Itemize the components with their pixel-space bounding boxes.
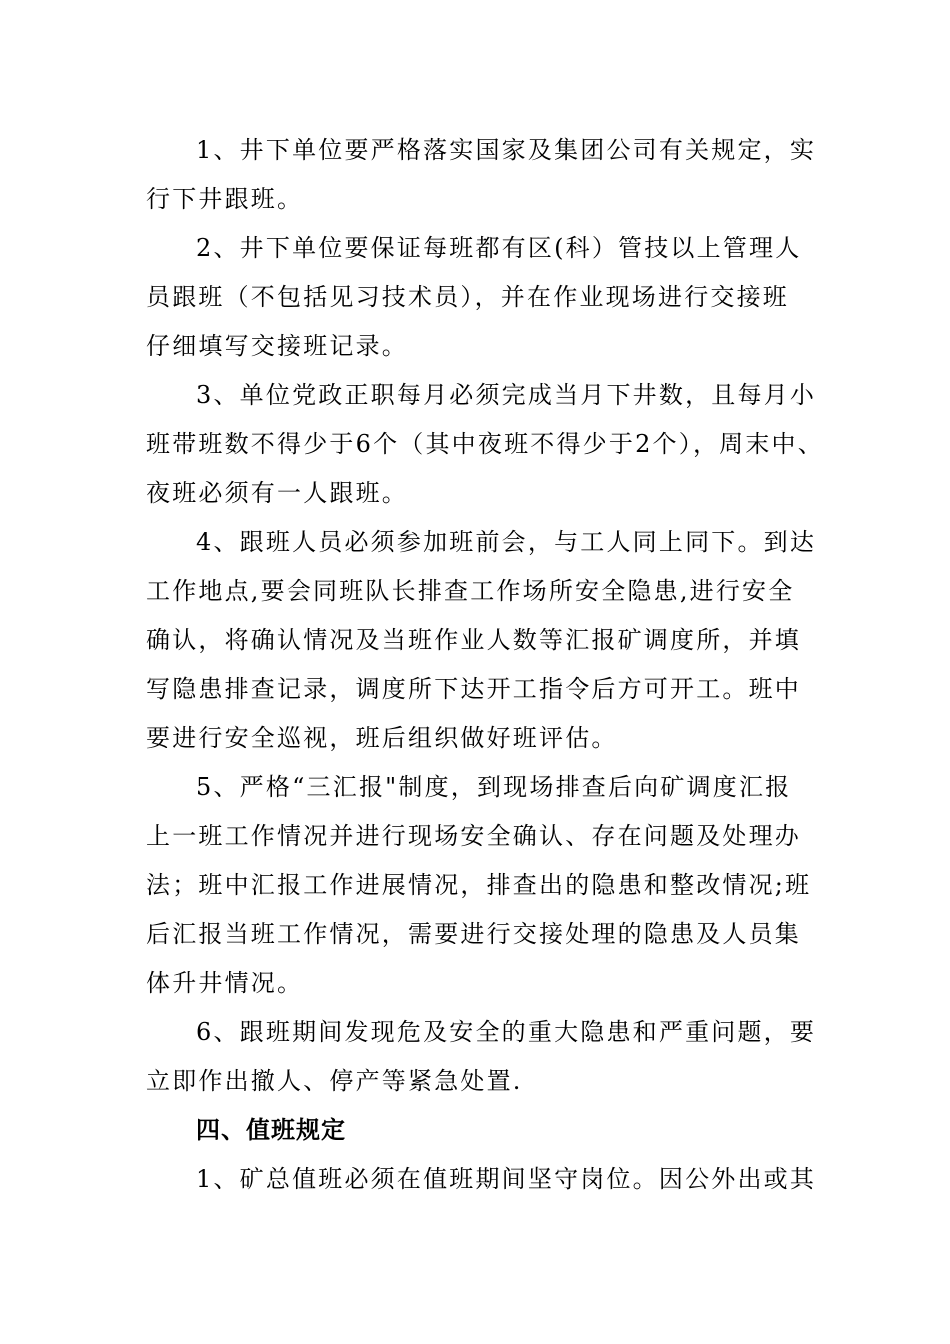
paragraph-6-line-2: 立即作出撤人、停产等紧急处置.: [146, 1067, 523, 1095]
paragraph-6-line-1: 6、跟班期间发现危及安全的重大隐患和严重问题，要: [196, 1018, 817, 1046]
paragraph-3-line-3: 夜班必须有一人跟班。: [146, 479, 408, 507]
paragraph-5-line-1: 5、严格“三汇报"制度，到现场排查后向矿调度汇报: [196, 773, 792, 801]
paragraph-5-line-2: 上一班工作情况并进行现场安全确认、存在问题及处理办: [146, 822, 801, 850]
section-heading: 四、值班规定: [196, 1116, 346, 1144]
paragraph-4-line-1: 4、跟班人员必须参加班前会，与工人同上同下。到达: [196, 528, 817, 556]
paragraph-1-line-1: 1、井下单位要严格落实国家及集团公司有关规定，实: [196, 136, 817, 164]
paragraph-1-line-2: 行下井跟班。: [146, 185, 304, 213]
paragraph-2-line-1: 2、井下单位要保证每班都有区(科）管技以上管理人: [196, 234, 802, 262]
paragraph-5-line-3: 法；班中汇报工作进展情况，排查出的隐患和整改情况;班: [146, 871, 812, 899]
paragraph-3-line-2: 班带班数不得少于6个（其中夜班不得少于2个），周末中、: [146, 430, 824, 458]
paragraph-7-line-1: 1、矿总值班必须在值班期间坚守岗位。因公外出或其: [196, 1165, 817, 1193]
paragraph-5-line-5: 体升井情况。: [146, 969, 304, 997]
paragraph-4-line-2: 工作地点,要会同班队长排查工作场所安全隐患,进行安全: [146, 577, 795, 605]
paragraph-4-line-3: 确认，将确认情况及当班作业人数等汇报矿调度所，并填: [146, 626, 801, 654]
paragraph-3-line-1: 3、单位党政正职每月必须完成当月下井数，且每月小: [196, 381, 817, 409]
paragraph-4-line-5: 要进行安全巡视，班后组织做好班评估。: [146, 724, 618, 752]
paragraph-5-line-4: 后汇报当班工作情况，需要进行交接处理的隐患及人员集: [146, 920, 801, 948]
paragraph-2-line-3: 仔细填写交接班记录。: [146, 332, 408, 360]
paragraph-4-line-4: 写隐患排查记录，调度所下达开工指令后方可开工。班中: [146, 675, 801, 703]
paragraph-2-line-2: 员跟班（不包括见习技术员），并在作业现场进行交接班: [146, 283, 789, 311]
document-body: [146, 126, 824, 1204]
